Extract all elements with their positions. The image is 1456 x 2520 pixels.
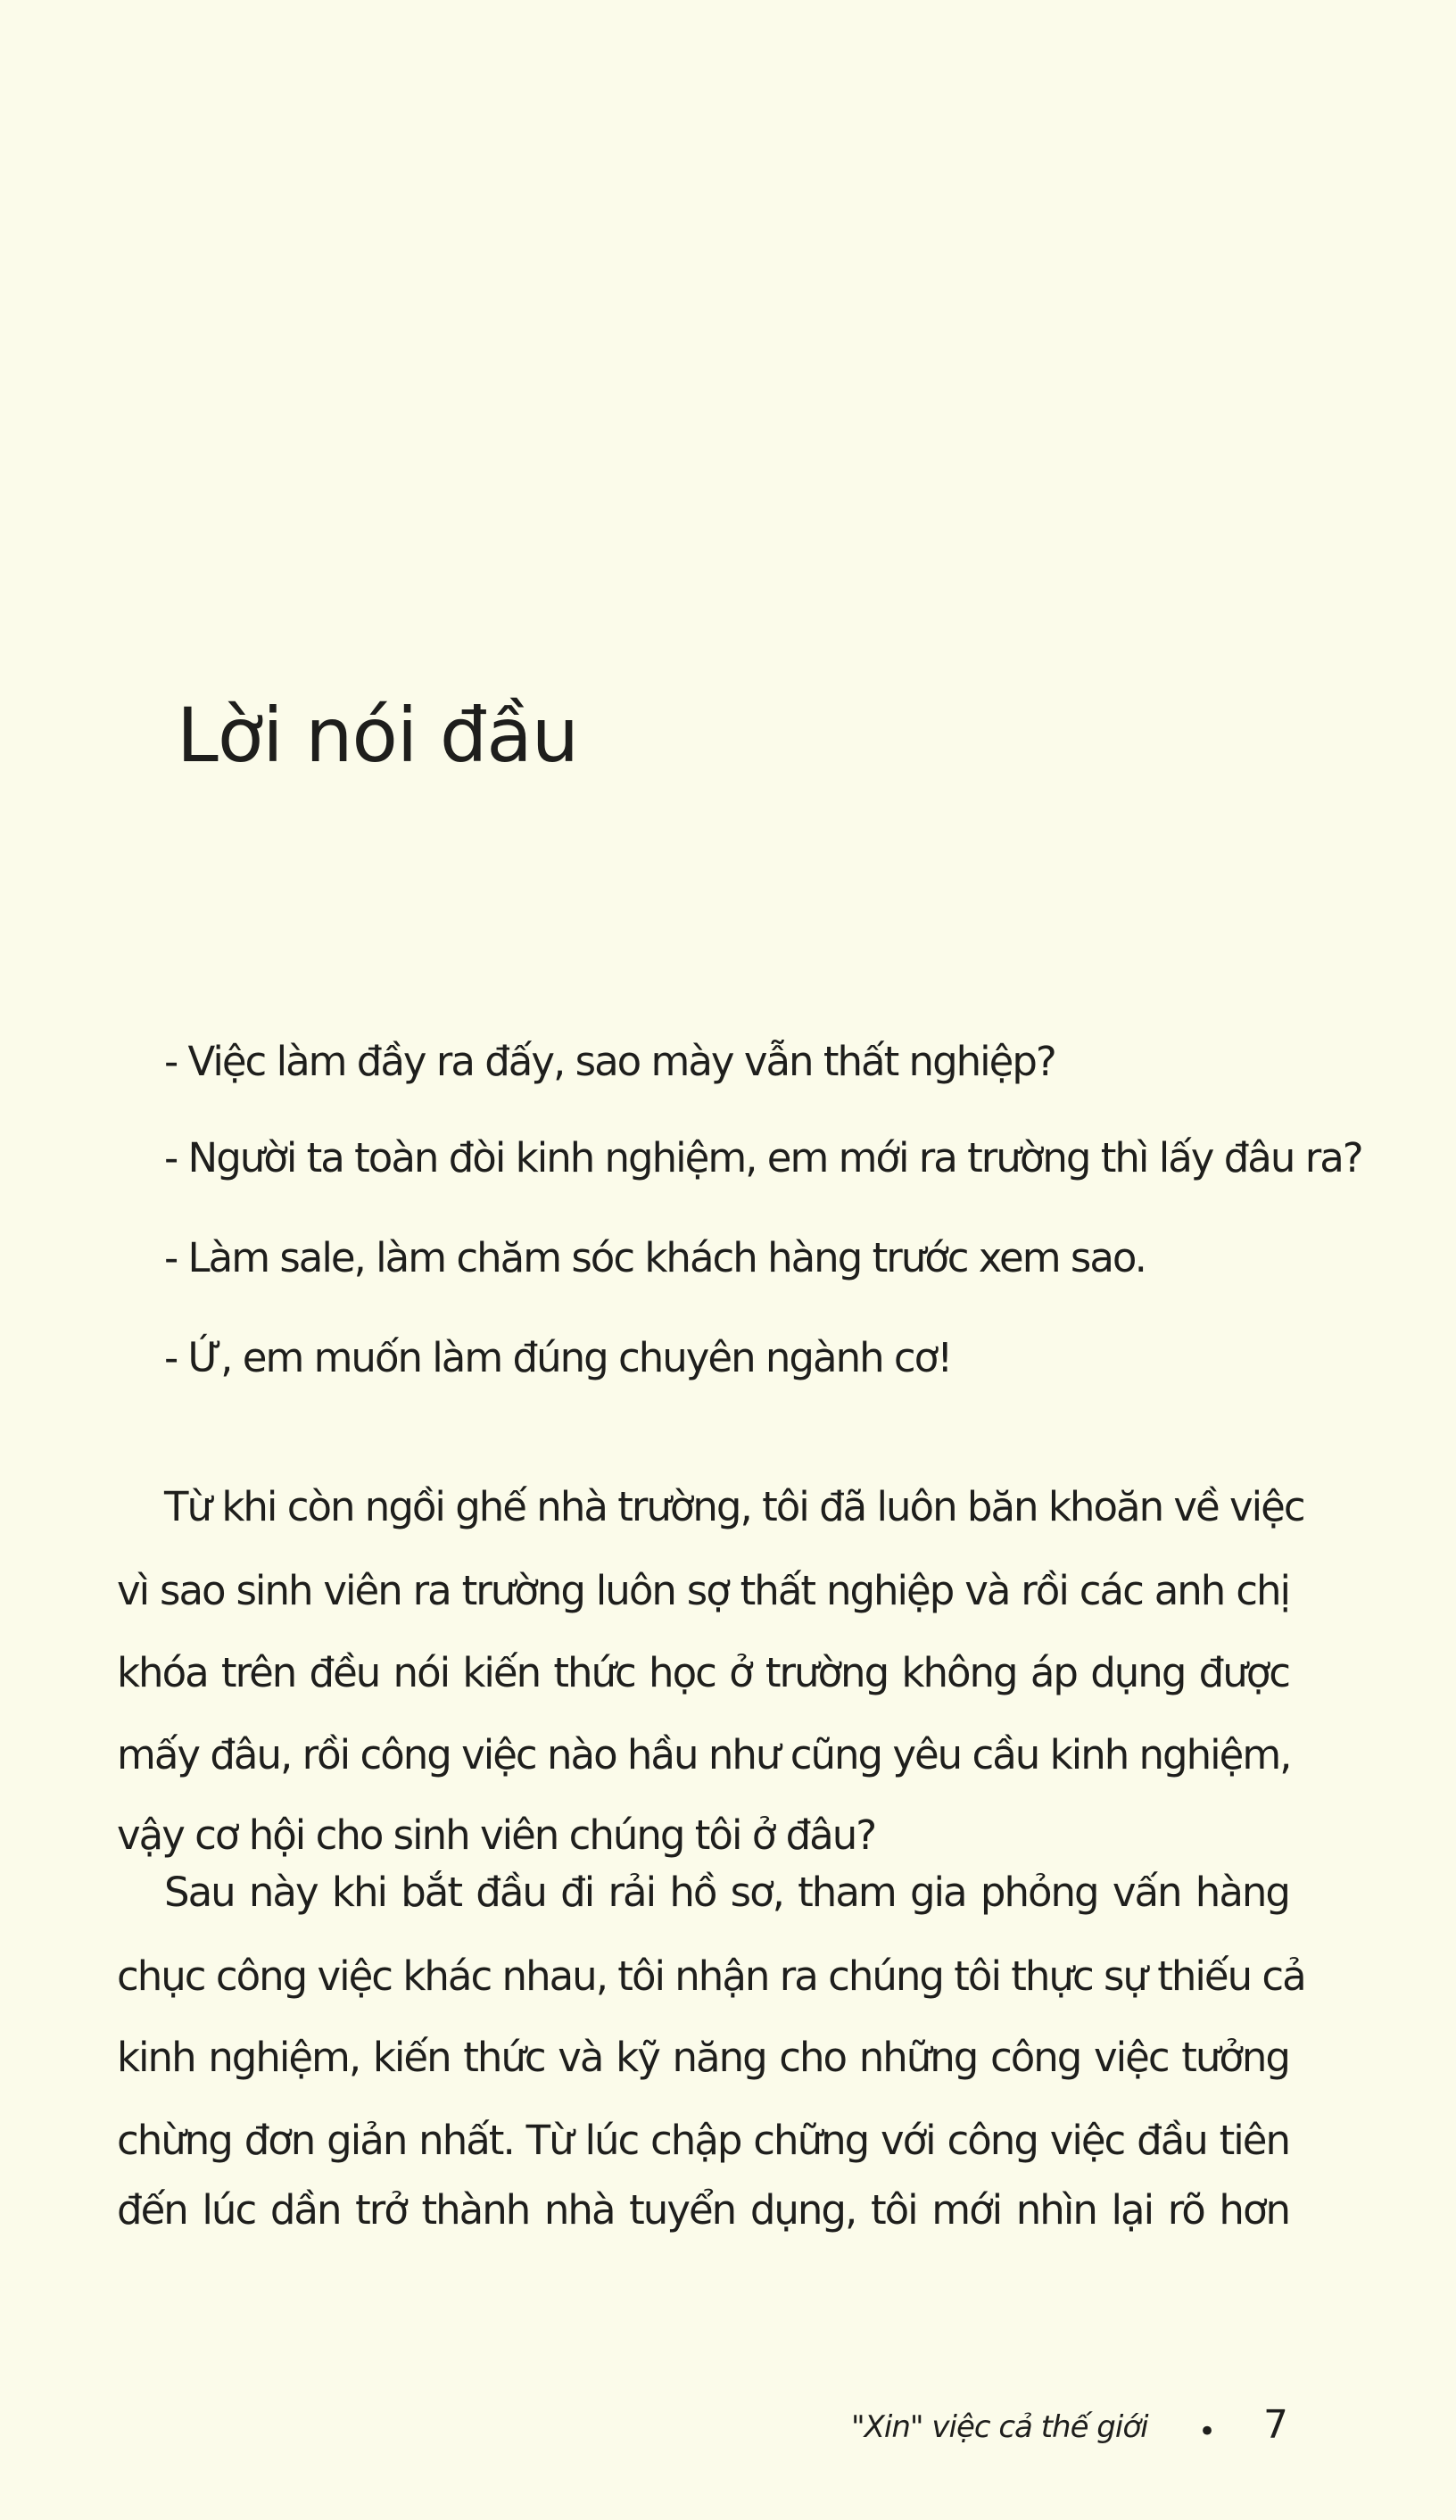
paragraph-line: chừng đơn giản nhất. Từ lúc chập chững với công việc đầu tiên [117,2117,1289,2164]
dialogue-line: - Việc làm đầy ra đấy, sao mày vẫn thất nghiệp? [164,1038,1055,1085]
paragraph-line: Sau này khi bắt đầu đi rải hồ sơ, tham gia phỏng vấn hàng [164,1869,1289,1916]
paragraph-line: khóa trên đều nói kiến thức học ở trường không áp dụng được [117,1649,1289,1696]
paragraph-line: Từ khi còn ngồi ghế nhà trường, tôi đã luôn băn khoăn về việc [164,1483,1304,1530]
dialogue-line: - Người ta toàn đòi kinh nghiệm, em mới ra trường thì lấy đâu ra? [164,1134,1362,1181]
dialogue-line: - Ứ, em muốn làm đúng chuyên ngành cơ! [164,1334,952,1381]
paragraph-line: vì sao sinh viên ra trường luôn sợ thất nghiệp và rồi các anh chị [117,1567,1289,1614]
paragraph-line: chục công việc khác nhau, tôi nhận ra chúng tôi thực sự thiếu cả [117,1952,1305,2000]
paragraph-line: kinh nghiệm, kiến thức và kỹ năng cho những công việc tưởng [117,2034,1289,2081]
page-title: Lời nói đầu [177,692,578,779]
paragraph-line: mấy đâu, rồi công việc nào hầu như cũng yêu cầu kinh nghiệm, [117,1731,1291,1778]
paragraph-line: đến lúc dần trở thành nhà tuyển dụng, tôi mới nhìn lại rõ hơn [117,2186,1289,2234]
paragraph-line: vậy cơ hội cho sinh viên chúng tôi ở đâu? [117,1811,876,1859]
dialogue-line: - Làm sale, làm chăm sóc khách hàng trước xem sao. [164,1234,1146,1281]
footer-book-title: "Xin" việc cả thế giới [851,2409,1148,2445]
footer-separator: • [1198,2414,1217,2450]
page-number: 7 [1263,2402,1288,2448]
